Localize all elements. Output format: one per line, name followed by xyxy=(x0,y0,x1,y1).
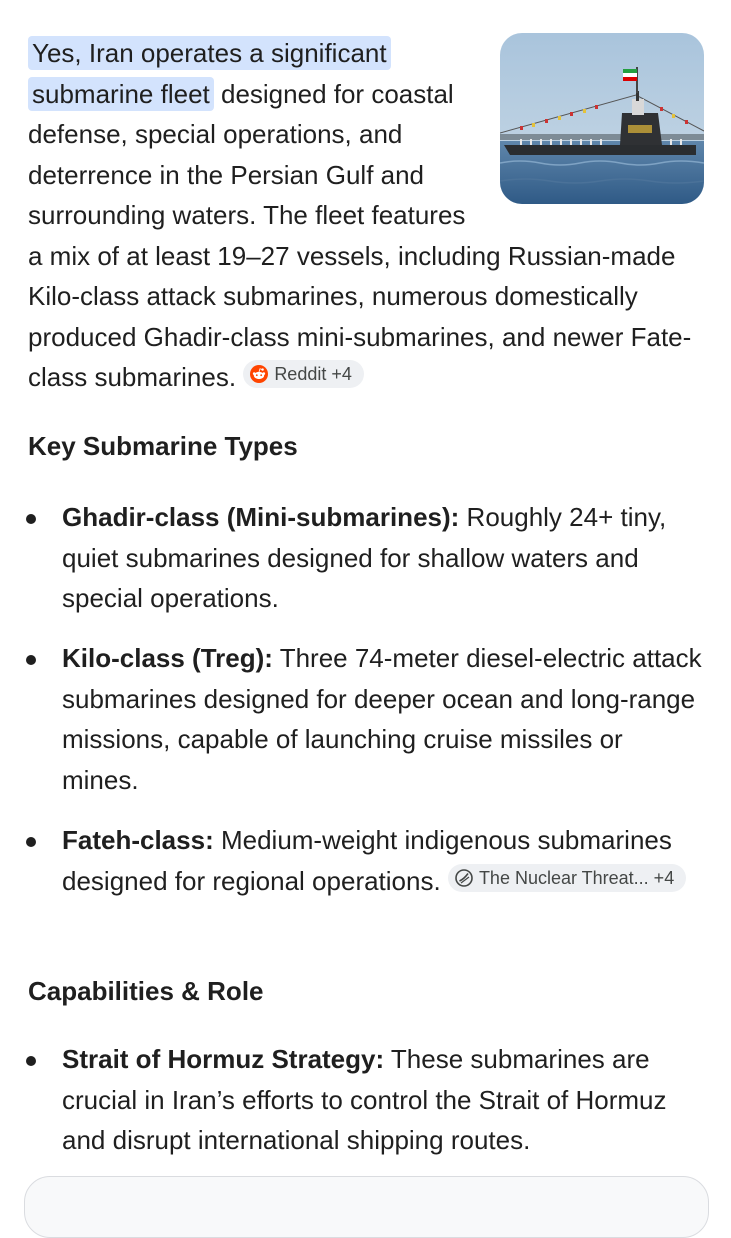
source-chip-nti[interactable] xyxy=(448,864,686,892)
bullet-dot xyxy=(26,514,36,524)
section-heading-types: Key Submarine Types xyxy=(28,431,298,461)
bullet-text xyxy=(62,638,702,800)
bullet-dot xyxy=(26,837,36,847)
image-spacer xyxy=(482,33,718,203)
bullet-description: These submarines are crucial in Iran’s efforts to control the Strait of Hormuz and disrupt international shipping routes. xyxy=(62,1044,667,1155)
source-chip-reddit[interactable] xyxy=(243,360,364,388)
reddit-icon xyxy=(250,365,268,383)
bullet-term: Fateh-class: xyxy=(62,825,214,855)
bullet-text xyxy=(62,820,702,901)
bullet-term: Strait of Hormuz Strategy: xyxy=(62,1044,385,1074)
source-chip-label: The Nuclear Threat... +4 xyxy=(478,867,675,888)
highlighted-answer[interactable]: Yes, Iran operates a significant submarine fleet xyxy=(28,36,391,111)
bullet-dot xyxy=(26,655,36,665)
section-heading-capabilities: Capabilities & Role xyxy=(28,976,264,1006)
intro-paragraph xyxy=(28,33,718,398)
bullet-dot xyxy=(26,1056,36,1066)
bullet-text xyxy=(62,497,702,619)
source-chip-label: Reddit +4 xyxy=(274,364,352,384)
bullet-description: Roughly 24+ tiny, quiet submarines designed for shallow waters and special operations. xyxy=(62,502,667,613)
bullet-term: Ghadir-class (Mini-submarines): xyxy=(62,502,460,532)
follow-up-card[interactable] xyxy=(24,1176,709,1238)
nti-icon xyxy=(455,869,473,887)
bullet-description: Medium-weight indigenous submarines designed for regional operations. xyxy=(62,825,672,896)
bullet-term: Kilo-class (Treg): xyxy=(62,643,273,673)
bullet-text xyxy=(62,1039,702,1161)
bullet-description: Three 74-meter diesel-electric attack submarines designed for deeper ocean and long-range missions, capable of launching cruise missiles or mines. xyxy=(62,643,702,795)
intro-text: designed for coastal defense, special operations, and deterrence in the Persian Gulf and surrounding waters. The fleet features a mix of at least 19–27 vessels, including Russian-made Kilo-class attack submarines, numerous domestically produced Ghadir-class mini-submarines, and newer Fate-class submarines. xyxy=(28,78,692,392)
